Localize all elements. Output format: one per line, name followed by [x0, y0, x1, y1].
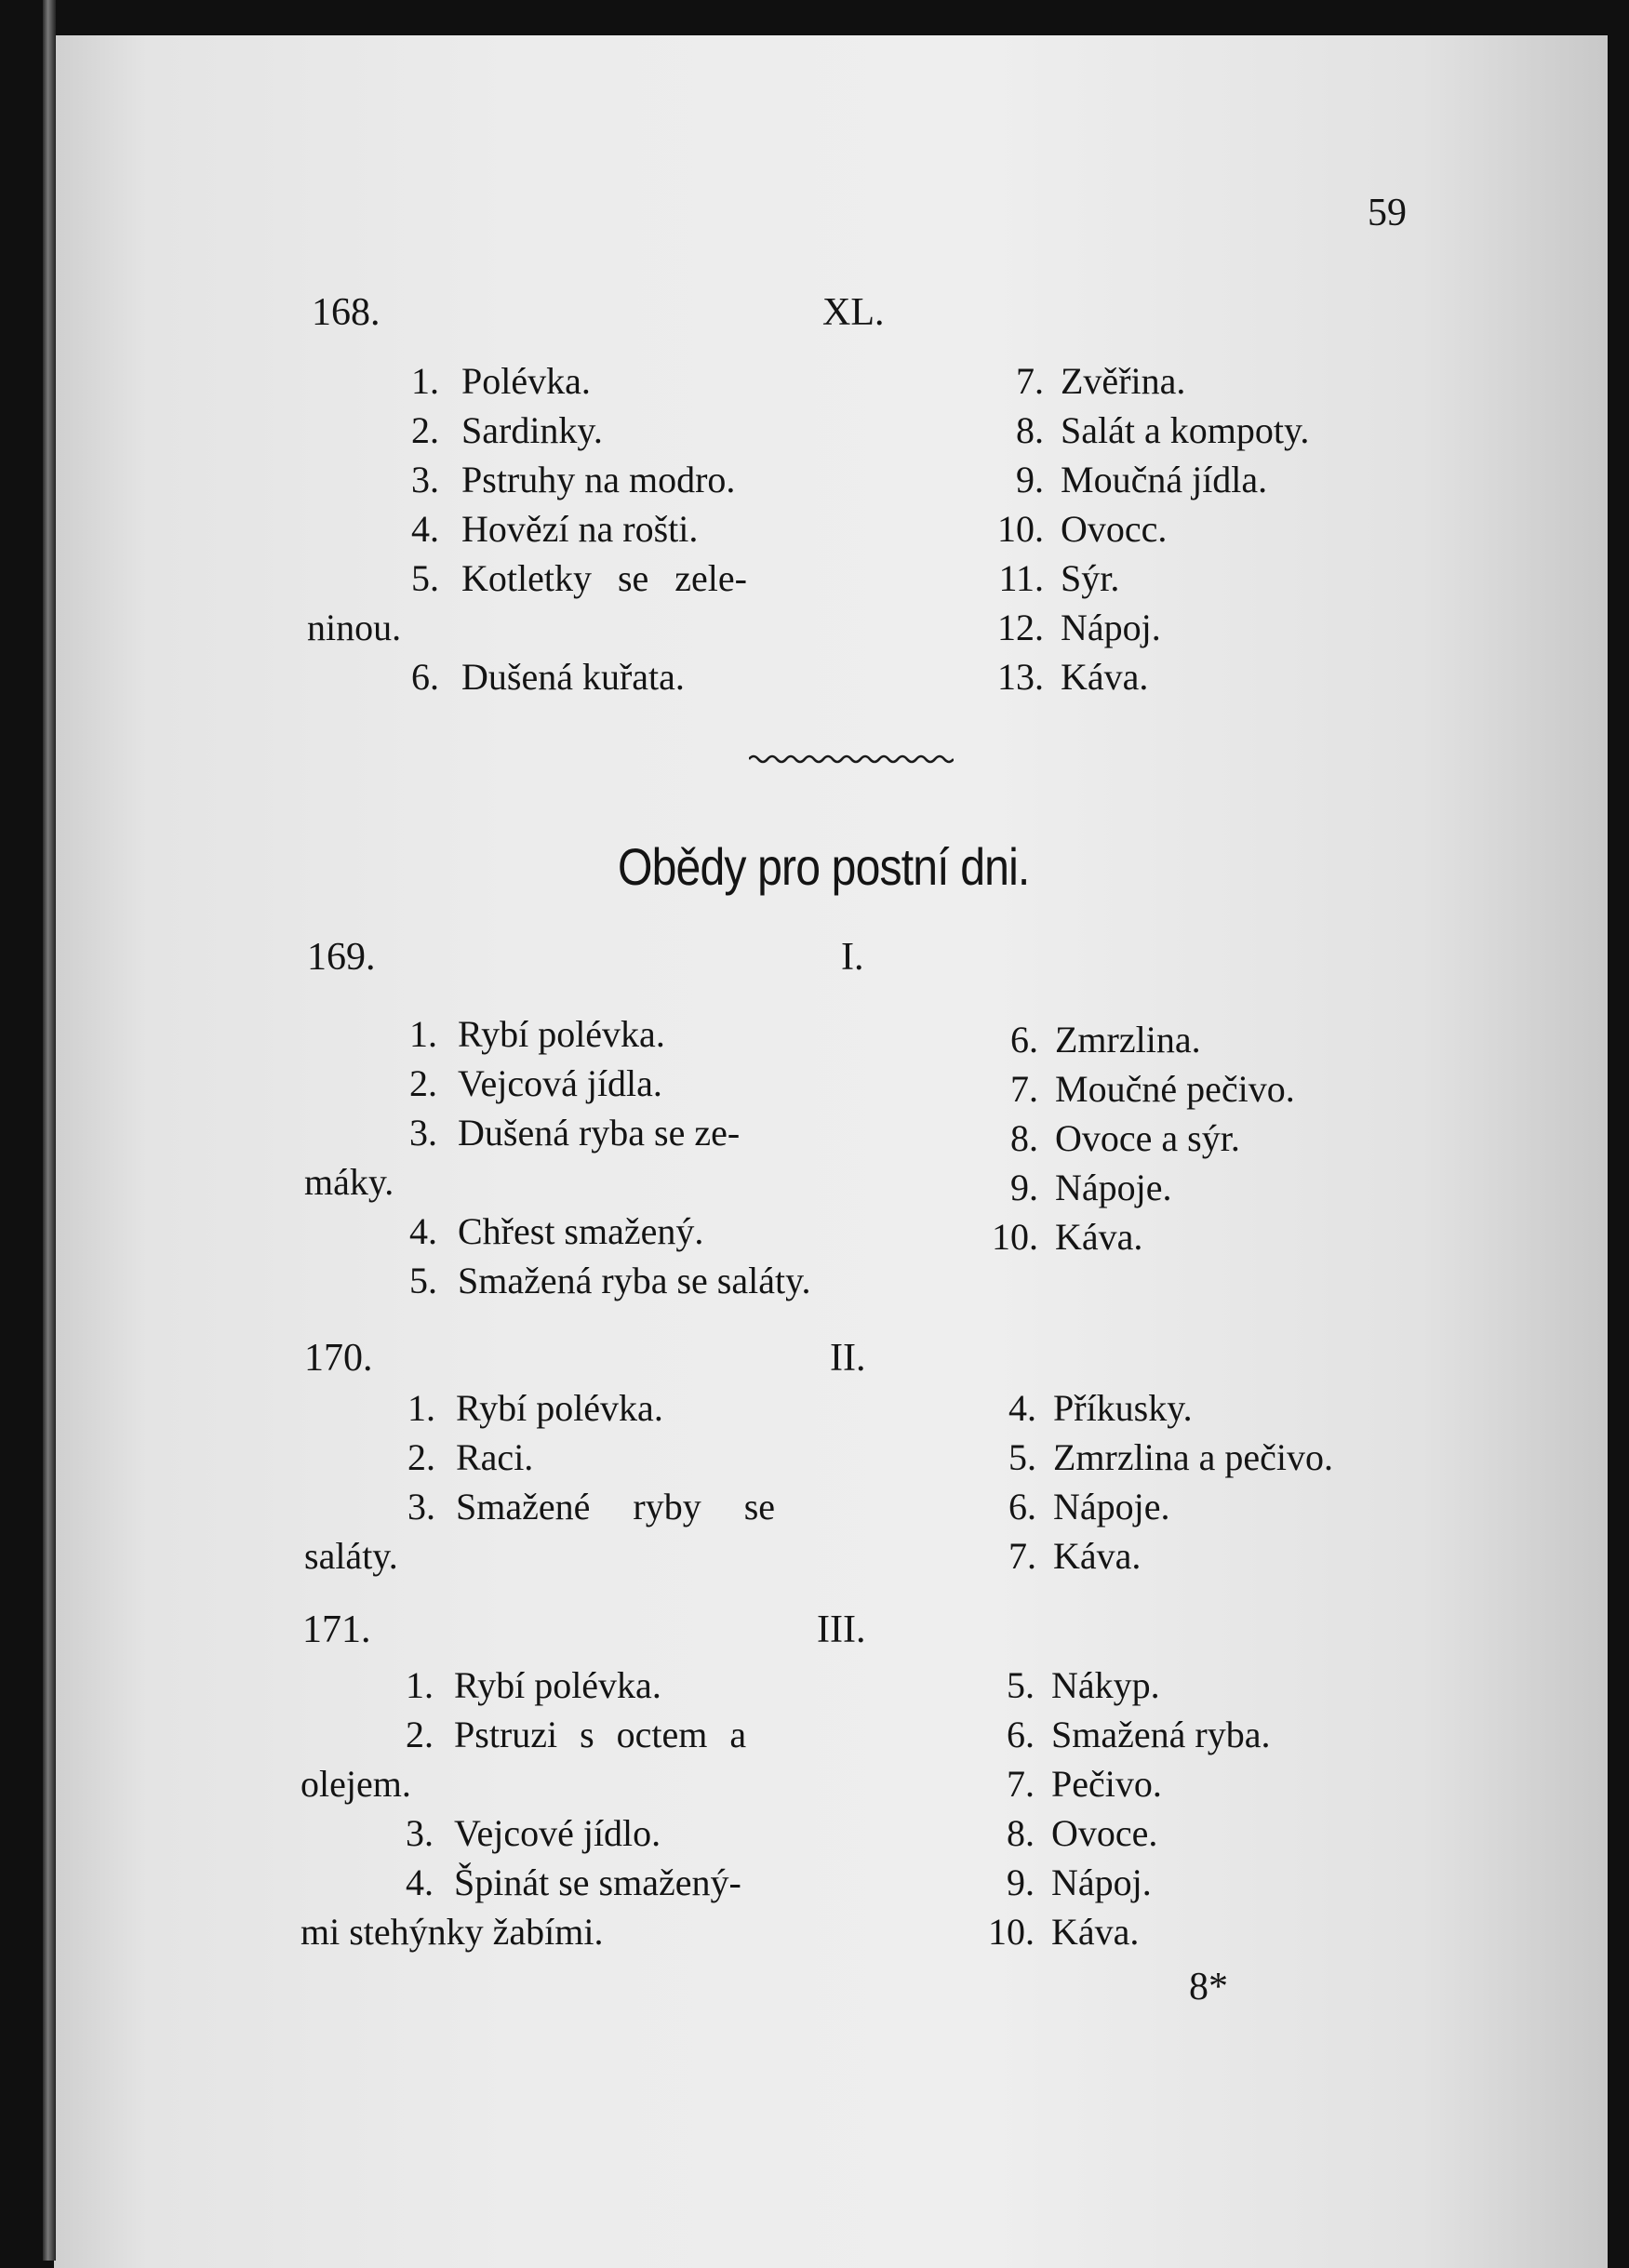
- wavy-ornament-divider: [749, 752, 954, 772]
- item-text: Ovocc.: [1061, 508, 1168, 550]
- item-text: Nápoje.: [1053, 1486, 1170, 1528]
- item-text: Káva.: [1061, 656, 1149, 698]
- item-number: 1.: [411, 360, 439, 402]
- book-page: [54, 35, 1608, 2268]
- item-text-continuation: máky.: [304, 1161, 394, 1203]
- item-text: Chřest smažený.: [458, 1210, 704, 1252]
- menu-number: 168.: [312, 291, 381, 334]
- item-number: 12.: [997, 607, 1044, 648]
- item-number: 6.: [1007, 1714, 1035, 1755]
- item-text: Dušená ryba se ze-: [458, 1112, 741, 1154]
- item-number: 2.: [411, 409, 439, 451]
- item-text: Salát a kompoty.: [1061, 409, 1310, 451]
- item-text: Káva.: [1055, 1216, 1143, 1258]
- item-number: 7.: [1016, 360, 1044, 402]
- item-text: Moučná jídla.: [1061, 459, 1268, 500]
- menu-roman-numeral: XL.: [822, 291, 885, 334]
- item-number: 4.: [411, 508, 439, 550]
- item-text-continuation: saláty.: [304, 1535, 398, 1577]
- item-number: 9.: [1016, 459, 1044, 500]
- item-number: 9.: [1010, 1167, 1038, 1208]
- item-number: 7.: [1008, 1535, 1036, 1577]
- item-text: Nápoje.: [1055, 1167, 1172, 1208]
- item-number: 2.: [406, 1714, 434, 1755]
- menu-roman-numeral: II.: [830, 1337, 866, 1380]
- section-title: Obědy pro postní dni.: [618, 837, 1030, 896]
- item-text: Rybí polévka.: [458, 1013, 665, 1055]
- menu-roman-numeral: I.: [841, 936, 864, 979]
- item-number: 6.: [1008, 1486, 1036, 1528]
- item-text: Vejcová jídla.: [458, 1062, 662, 1104]
- item-number: 10.: [992, 1216, 1038, 1258]
- footer-signature-mark: 8*: [1189, 1966, 1228, 2008]
- item-text: Vejcové jídlo.: [454, 1812, 661, 1854]
- item-text: Dušená kuřata.: [461, 656, 685, 698]
- item-text: Smažená ryba se saláty.: [458, 1260, 811, 1301]
- page-number: 59: [1368, 192, 1407, 234]
- item-text: Polévka.: [461, 360, 591, 402]
- item-number: 3.: [411, 459, 439, 500]
- item-number: 3.: [409, 1112, 437, 1154]
- item-text: Raci.: [456, 1436, 534, 1478]
- item-text: Rybí polévka.: [456, 1387, 663, 1429]
- item-number: 8.: [1016, 409, 1044, 451]
- item-number: 3.: [406, 1812, 434, 1854]
- item-number: 8.: [1007, 1812, 1035, 1854]
- item-text: Sardinky.: [461, 409, 603, 451]
- item-text: Káva.: [1053, 1535, 1142, 1577]
- item-text: Nápoj.: [1061, 607, 1161, 648]
- item-number: 4.: [1008, 1387, 1036, 1429]
- item-text: Smažená ryba.: [1051, 1714, 1271, 1755]
- item-text: Zmrzlina a pečivo.: [1053, 1436, 1333, 1478]
- item-number: 4.: [406, 1861, 434, 1903]
- item-number: 5.: [1007, 1664, 1035, 1706]
- item-text: Nákyp.: [1051, 1664, 1160, 1706]
- item-text-continuation: olejem.: [300, 1763, 411, 1805]
- item-text: Nápoj.: [1051, 1861, 1152, 1903]
- item-number: 5.: [409, 1260, 437, 1301]
- item-text: Káva.: [1051, 1911, 1140, 1953]
- item-number: 9.: [1007, 1861, 1035, 1903]
- item-number: 2.: [407, 1436, 435, 1478]
- item-number: 1.: [406, 1664, 434, 1706]
- item-text: Smažené ryby se: [456, 1486, 776, 1528]
- item-number: 1.: [407, 1387, 435, 1429]
- item-number: 2.: [409, 1062, 437, 1104]
- item-text-continuation: ninou.: [307, 607, 402, 648]
- item-number: 10.: [988, 1911, 1035, 1953]
- menu-roman-numeral: III.: [817, 1608, 866, 1651]
- book-spine-shadow: [43, 0, 56, 2261]
- item-text: Hovězí na rošti.: [461, 508, 699, 550]
- item-text: Pstruzi s octem a: [454, 1714, 747, 1755]
- item-number: 7.: [1010, 1068, 1038, 1110]
- item-text: Zmrzlina.: [1055, 1019, 1201, 1061]
- menu-number: 170.: [304, 1337, 373, 1380]
- item-text: Pečivo.: [1051, 1763, 1162, 1805]
- item-number: 7.: [1007, 1763, 1035, 1805]
- item-number: 1.: [409, 1013, 437, 1055]
- item-text: Sýr.: [1061, 557, 1120, 599]
- item-number: 8.: [1010, 1117, 1038, 1159]
- menu-number: 169.: [307, 936, 376, 979]
- item-text: Ovoce a sýr.: [1055, 1117, 1240, 1159]
- item-number: 11.: [998, 557, 1044, 599]
- item-text: Kotletky se zele-: [461, 557, 747, 599]
- item-number: 4.: [409, 1210, 437, 1252]
- item-number: 6.: [411, 656, 439, 698]
- item-number: 10.: [997, 508, 1044, 550]
- item-text: Ovoce.: [1051, 1812, 1158, 1854]
- item-number: 5.: [411, 557, 439, 599]
- item-text: Špinát se smažený-: [454, 1861, 741, 1903]
- item-text-continuation: mi stehýnky žabími.: [300, 1911, 604, 1953]
- item-text: Moučné pečivo.: [1055, 1068, 1295, 1110]
- item-text: Pstruhy na modro.: [461, 459, 736, 500]
- item-text: Zvěřina.: [1061, 360, 1186, 402]
- item-number: 6.: [1010, 1019, 1038, 1061]
- menu-number: 171.: [302, 1608, 371, 1651]
- item-text: Rybí polévka.: [454, 1664, 661, 1706]
- item-text: Příkusky.: [1053, 1387, 1193, 1429]
- item-number: 5.: [1008, 1436, 1036, 1478]
- item-number: 3.: [407, 1486, 435, 1528]
- item-number: 13.: [997, 656, 1044, 698]
